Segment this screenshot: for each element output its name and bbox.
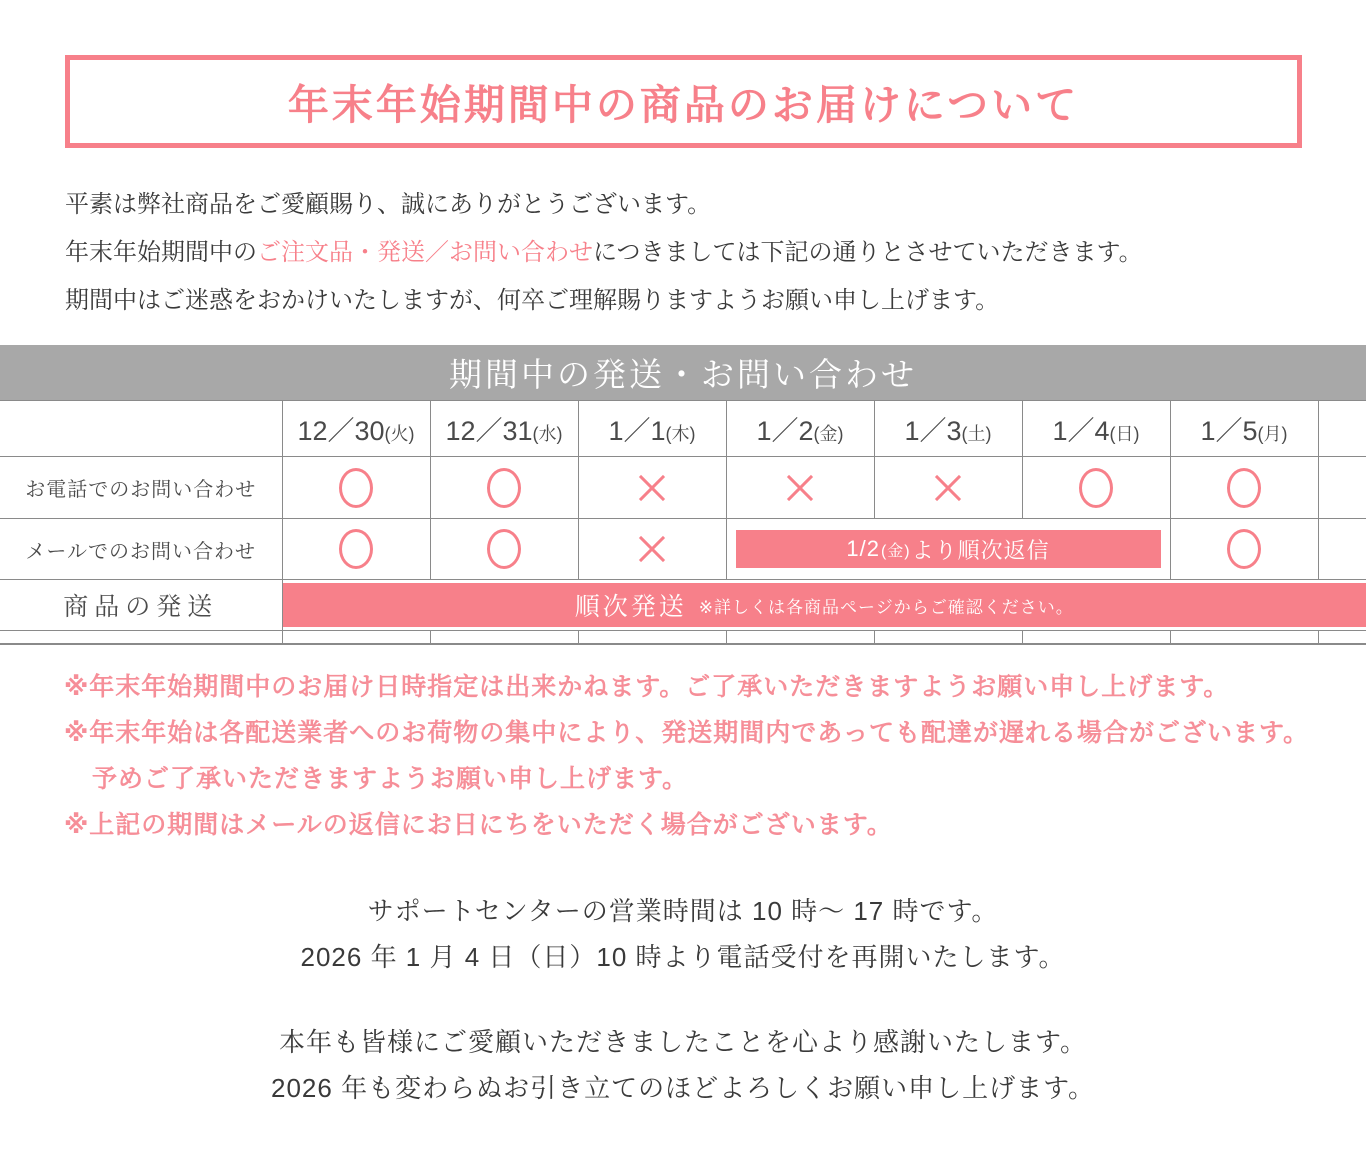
note-line-continuation: 予めご了承いただきますようお願い申し上げます。 <box>92 765 689 793</box>
intro-line-2 <box>65 229 1143 277</box>
date-column-header: 12／31(水) <box>430 401 578 457</box>
email-cell <box>578 519 726 580</box>
shipping-row-label: 商品の発送 <box>0 580 282 631</box>
phone-cell <box>578 457 726 519</box>
availability-mark <box>636 533 668 565</box>
phone-cell <box>874 457 1022 519</box>
availability-mark <box>487 468 521 508</box>
email-row-label: メールでのお問い合わせ <box>0 519 282 580</box>
support-restart-line: 2026 年 1 月 4 日（日）10 時より電話受付を再開いたします。 <box>300 942 1066 972</box>
trailing-cell <box>1318 519 1366 580</box>
shipping-banner-note: ※詳しくは各商品ページからご確認ください。 <box>698 597 1074 617</box>
trailing-cell <box>1318 457 1366 519</box>
intro-line-1: 平素は弊社商品をご愛顧賜り、誠にありがとうございます。 <box>65 191 712 218</box>
email-inquiry-row <box>0 519 1366 580</box>
availability-mark <box>636 472 668 504</box>
shipping-banner-cell <box>282 580 1366 631</box>
schedule-table <box>0 400 1366 645</box>
thanks-line-2: 2026 年も変わらぬお引き立てのほどよろしくお願い申し上げます。 <box>271 1073 1095 1103</box>
email-banner-cell <box>726 519 1170 580</box>
email-cell <box>430 519 578 580</box>
availability-mark <box>932 472 964 504</box>
availability-mark <box>1227 529 1261 569</box>
availability-mark <box>339 529 373 569</box>
date-column-header: 1／4(日) <box>1022 401 1170 457</box>
phone-row-label: お電話でのお問い合わせ <box>0 457 282 519</box>
shipping-banner <box>283 583 1366 627</box>
phone-cell <box>1170 457 1318 519</box>
intro-paragraphs <box>65 181 1143 325</box>
intro-line-2-post: につきましては下記の通りとさせていただきます。 <box>593 239 1143 266</box>
shipping-row <box>0 580 1366 631</box>
date-column-header: 1／2(金) <box>726 401 874 457</box>
order-shipping-inquiry-highlight: ご注文品・発送／お問い合わせ <box>257 239 593 266</box>
phone-cell <box>1022 457 1170 519</box>
date-column-header: 12／30(火) <box>282 401 430 457</box>
support-hours-line: サポートセンターの営業時間は 10 時〜 17 時です。 <box>367 896 999 926</box>
empty-header-cell <box>0 401 282 457</box>
phone-cell <box>726 457 874 519</box>
shipping-banner-main: 順次発送 <box>574 593 687 621</box>
intro-line-2-pre: 年末年始期間中の <box>65 239 257 266</box>
date-column-header: 1／5(月) <box>1170 401 1318 457</box>
support-hours-block <box>0 888 1366 980</box>
trailing-header-cell <box>1318 401 1366 457</box>
title-box <box>65 55 1302 148</box>
availability-mark <box>1227 468 1261 508</box>
email-reply-banner: 1/2 (金) より順次返信 <box>736 530 1161 568</box>
availability-mark <box>339 468 373 508</box>
date-column-header: 1／1(木) <box>578 401 726 457</box>
availability-mark <box>1079 468 1113 508</box>
phone-cell <box>430 457 578 519</box>
availability-mark <box>784 472 816 504</box>
date-column-header: 1／3(土) <box>874 401 1022 457</box>
note-line: ※年末年始期間中のお届け日時指定は出来かねます。ご了承いただきますようお願い申し上げます。 <box>64 673 1230 701</box>
email-cell <box>1170 519 1318 580</box>
availability-mark <box>487 529 521 569</box>
phone-cell <box>282 457 430 519</box>
table-spacer-row <box>0 631 1366 644</box>
thanks-block <box>0 1019 1366 1111</box>
phone-inquiry-row <box>0 457 1366 519</box>
note-line: ※年末年始は各配送業者へのお荷物の集中により、発送期間内であっても配達が遅れる場合がございます。 <box>64 719 1310 747</box>
intro-line-3: 期間中はご迷惑をおかけいたしますが、何卒ご理解賜りますようお願い申し上げます。 <box>65 287 1000 314</box>
note-line: ※上記の期間はメールの返信にお日にちをいただく場合がございます。 <box>64 811 893 839</box>
email-cell <box>282 519 430 580</box>
schedule-banner-title: 期間中の発送・お問い合わせ <box>0 345 1366 400</box>
page-title: 年末年始期間中の商品のお届けについて <box>287 82 1080 128</box>
date-header-row <box>0 401 1366 457</box>
notes-section <box>64 664 1309 848</box>
schedule-section <box>0 345 1366 645</box>
thanks-line-1: 本年も皆様にご愛顧いただきましたことを心より感謝いたします。 <box>279 1027 1087 1057</box>
